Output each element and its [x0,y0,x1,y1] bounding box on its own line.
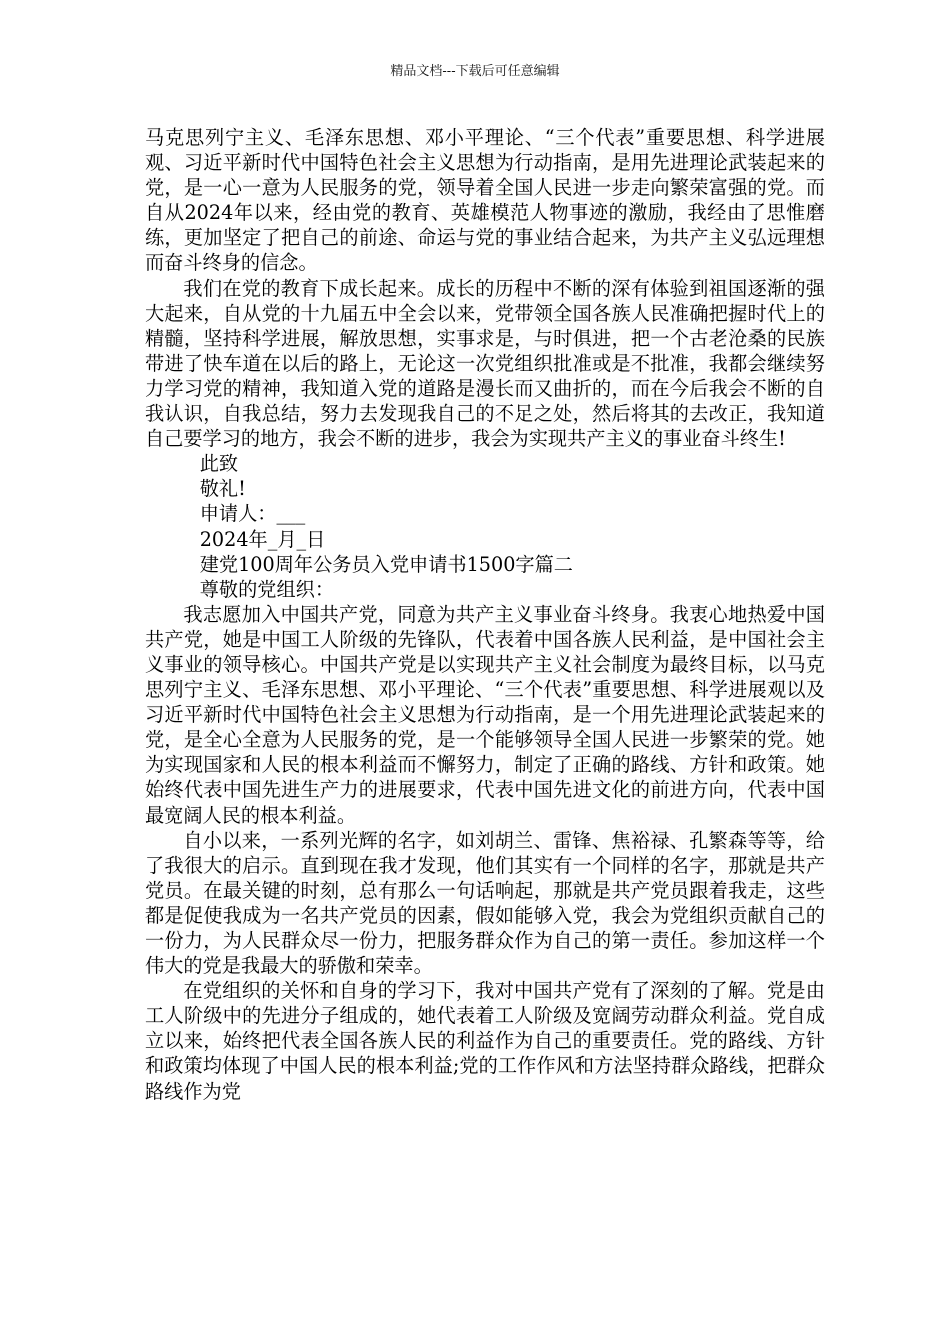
page-header: 精品文档---下载后可任意编辑 [390,64,560,79]
applicant-line: 申请人：___ [199,502,306,526]
paragraph: 我们在党的教育下成长起来。成长的历程中不断的深有体验到祖国逐渐的强大起来，自从党的十九届五中全会以来，党带领全国各族人民准确把握时代上的精髓，坚持科学进展，解放思想，实事求是，与时俱进，把一个古老沧桑的民族带进了快车道在以后的路上，无论这一次党组织批准或是不批准，我都会继续努力学习党的精神，我知道入党的道路是漫长而又曲折的，而在今后我会不断的自我认识，自我总结，努力去发现我自己的不足之处，然后将其的去改正，我知道自己要学习的地方，我会不断的进步，我会为实现共产主义的事业奋斗终生! [145,276,825,451]
closing-regards: 敬礼! [199,477,246,501]
date-line: 2024年_月_日 [199,527,326,551]
paragraph-continued: 马克思列宁主义、毛泽东思想、邓小平理论、“三个代表”重要思想、科学进展观、习近平新时代中国特色社会主义思想为行动指南，是用先进理论武装起来的党，是一心一意为人民服务的党，领导着全国人民进一步走向繁荣富强的党。而自从2024年以来，经由党的教育、英雄模范人物事迹的激励，我经由了思惟磨练，更加坚定了把自己的前途、命运与党的事业结合起来，为共产主义弘远理想而奋斗终身的信念。 [145,126,825,275]
paragraph: 自小以来，一系列光辉的名字，如刘胡兰、雷锋、焦裕禄、孔繁森等等，给了我很大的启示。直到现在我才发现，他们其实有一个同样的名字，那就是共产党员。在最关键的时刻，总有那么一句话响起，那就是共产党员跟着我走，这些都是促使我成为一名共产党员的因素，假如能够入党，我会为党组织贡献自己的一份力，为人民群众尽一份力，把服务群众作为自己的第一责任。参加这样一个伟大的党是我最大的骄傲和荣幸。 [145,828,825,978]
section-title: 建党100周年公务员入党申请书1500字篇二 [199,552,573,576]
document-body [145,125,825,1104]
closing-salutation: 此致 [199,452,239,476]
paragraph: 在党组织的关怀和自身的学习下，我对中国共产党有了深刻的了解。党是由工人阶级中的先进分子组成的，她代表着工人阶级及宽阔劳动群众利益。党自成立以来，始终把代表全国各族人民的利益作为自己的重要责任。党的路线、方针和政策均体现了中国人民的根本利益;党的工作作风和方法坚持群众路线，把群众路线作为党 [145,979,825,1103]
paragraph: 我志愿加入中国共产党，同意为共产主义事业奋斗终身。我衷心地热爱中国共产党，她是中国工人阶级的先锋队，代表着中国各族人民利益，是中国社会主义事业的领导核心。中国共产党是以实现共产主义社会制度为最终目标，以马克思列宁主义、毛泽东思想、邓小平理论、“三个代表”重要思想、科学进展观以及习近平新时代中国特色社会主义思想为行动指南，是一个用先进理论武装起来的党，是全心全意为人民服务的党，是一个能够领导全国人民进一步繁荣的党。她为实现国家和人民的根本利益而不懈努力，制定了正确的路线、方针和政策。她始终代表中国先进生产力的进展要求，代表中国先进文化的前进方向，代表中国最宽阔人民的根本利益。 [145,602,825,827]
greeting-line: 尊敬的党组织： [199,577,335,601]
